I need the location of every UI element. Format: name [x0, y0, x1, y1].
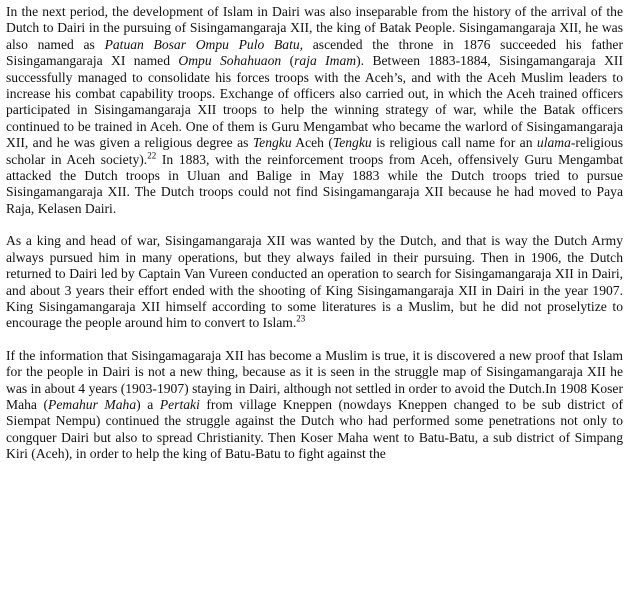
text-run: In the next period, the development of Islam in Dairi was also inseparable from the history of the arrival of the Dutch to Dairi in the pursuing of Sisingamangaraja XII, the king of Batak People. Sisingamangaraja XII, he was also named as	[6, 4, 623, 52]
text-run: As a king and head of war, Sisingamangaraja XII was wanted by the Dutch, and that is way the Dutch Army always pursued him in many operations, but they always failed in their pursuing. Then in 1906, the Dutch returned to Dairi led by Captain Van Vureen conducted an operation to search for Sisingamangaraja XII in Dairi, and about 3 years their effort ended with the shooting of King Sisingamangaraja XII in Dairi in the year 1907. King Sisingamangaraja XII himself according to some literatures is a Muslim, but he did not proselytize to encourage the people around him to convert to Islam.	[6, 233, 623, 331]
text-run: ) a	[136, 396, 160, 412]
paragraph-3	[6, 348, 623, 463]
italic-text: Pertaki	[159, 396, 200, 412]
paragraph-1	[6, 4, 623, 217]
text-run: ). Between 1883-1884, Sisingamangaraja XII successfully managed to consolidate his forces troops with the Aceh’s, and with the Aceh Muslim leaders to increase his combat capability troops. Exchange of officers also carried out, in which the Aceh trained officers participated in Sisingamangaraja XII troops to help the winning strategy of war, while the Batak officers continued to be trained in Aceh. One of them is Guru Mengambat who became the warlord of Sisingamangaraja XII, and he was given a religious degree as	[6, 53, 623, 151]
text-run: In 1883, with the reinforcement troops from Aceh, offensively Guru Mengambat attacked the Dutch troops in Uluan and Balige in May 1883 while the Dutch troops tried to pursue Sisingamangaraja XII. The Dutch troops could not find Sisingamangaraja XII because he had moved to Paya Raja, Kelasen Dairi.	[6, 151, 623, 216]
italic-text: Patuan Bosar Ompu Pulo Batu,	[104, 36, 304, 52]
document-page	[6, 4, 623, 463]
footnote-ref: 23	[296, 313, 306, 324]
italic-text: Tengku	[252, 135, 292, 151]
text-run: If the information that Sisingamagaraja XII has become a Muslim is true, it is discovered a new proof that Islam for the people in Dairi is not a new thing, because as it is seen in the struggle map of Sisingamangaraja XII he was in about 4 years (1903-1907) staying in Dairi, although not settled in order to avoid the Dutch.In 1908 Koser Maha (	[6, 347, 623, 412]
italic-text: ulama	[536, 135, 571, 151]
text-run: ascended the throne in 1876 succeeded his father Sisingamangaraja XI named	[6, 36, 623, 69]
italic-text: Pemahur Maha	[48, 396, 137, 412]
italic-text: Tengku	[332, 135, 372, 151]
text-run: Aceh (	[291, 135, 333, 151]
text-run: from village Kneppen (nowdays Kneppen changed to be sub district of Siempat Nempu) continued the struggle against the Dutch who had performed some penetrations not only to congquer Dairi but also to spread Christianity. Then Koser Maha went to Batu-Batu, a sub district of Simpang Kiri (Aceh), in order to help the king of Batu-Batu to fight against the	[6, 396, 624, 462]
footnote-ref: 22	[147, 150, 157, 161]
text-run: -religious scholar in Aceh society).	[6, 135, 623, 167]
text-run: (	[281, 53, 295, 69]
italic-text: raja Imam	[294, 53, 357, 69]
paragraph-2	[6, 233, 623, 331]
text-run: is religious call name for an	[371, 135, 537, 151]
italic-text: Ompu Sohahuaon	[178, 53, 282, 69]
